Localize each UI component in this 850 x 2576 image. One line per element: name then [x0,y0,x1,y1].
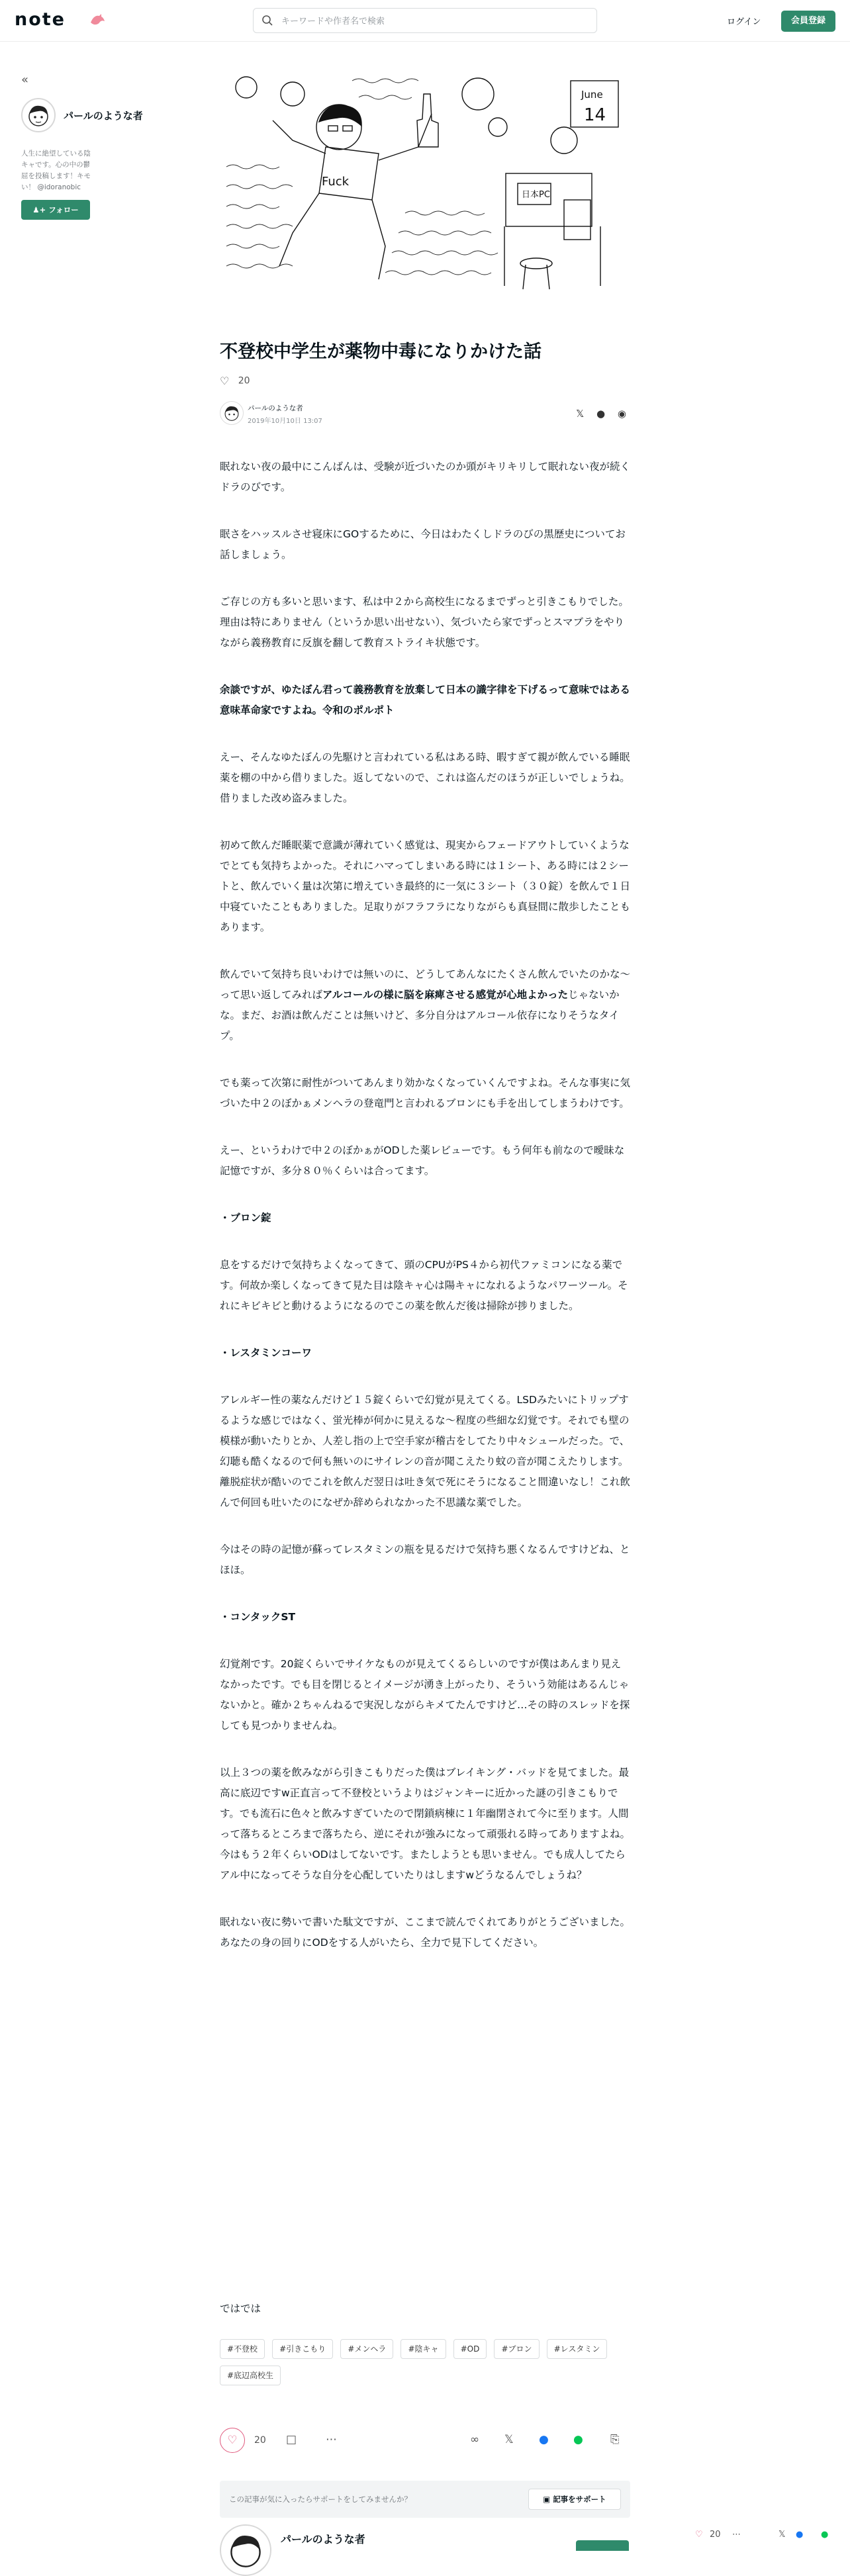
support-button[interactable] [528,2489,621,2510]
paragraph-mixed [220,964,630,1046]
calendar-day: 14 [584,105,606,125]
author-name[interactable]: パールのような者 [248,404,303,412]
bold-segment: アルコールの様に脳を麻痺させる感覚が心地よかった [322,989,569,1001]
paragraph: ご存じの方も多いと思います、私は中２から高校生になるまでずっと引きこもりでした。理由は特にありません（というか思い出せない）、気づいたら家でずっとスマブラをやりながら義務教育に反旗を翻して教育ストライキ状態です。 [220,596,629,649]
link-copy-icon[interactable]: ∞ [470,2433,480,2446]
tag[interactable]: #レスタミン [547,2339,608,2359]
line-share-icon[interactable]: ● [573,2433,583,2446]
more-options-icon[interactable]: ⋯ [732,2530,741,2540]
facebook-share-icon[interactable]: ● [596,408,606,420]
section-heading: ・コンタックST [220,1611,296,1623]
search-box[interactable] [253,8,597,33]
search-icon [261,15,273,26]
facebook-share-icon[interactable]: ● [539,2433,549,2446]
tag[interactable]: #メンヘラ [340,2339,393,2359]
paragraph: でも薬って次第に耐性がついてあんまり効かなくなっていくんですよね。そんな事実に気づいた中２のぼかぁメンヘラの登竜門と言われるブロンにも手を出してしまうわけです。 [220,1077,631,1109]
like-summary[interactable] [220,375,250,387]
text-segment: 飲んでいて気持ち良いわけでは無いのに、どうしてあんなにたくさん飲んでいたのかな〜って思い返してみれば [220,968,631,1001]
paragraph: 息をするだけで気持ちよくなってきて、頭のCPUがPS４から初代ファミコンになる薬です。何故か楽しくなってきて見た目は陰キャ心は陽キャになれるようなパワーツール。それにキビキビと動けるようになるのでこの薬を飲んだ後は掃除が捗りました。 [220,1259,628,1312]
x-share-icon[interactable]: 𝕏 [576,408,585,420]
tag[interactable]: #引きこもり [272,2339,333,2359]
paragraph: えー、というわけで中２のぼかぁがODした薬レビューです。もう何年も前なので曖昧な記憶ですが、多分８０％くらいは合ってます。 [220,1144,625,1177]
support-button-label: 記事をサポート [553,2495,606,2504]
line-share-icon[interactable]: ● [821,2530,829,2540]
bottom-author-name[interactable]: パールのような者 [281,2533,365,2546]
line-share-icon[interactable]: ◉ [617,408,626,420]
facebook-share-icon[interactable]: ● [796,2530,804,2540]
avatar[interactable] [21,98,56,132]
author-row [220,401,630,428]
follow-button[interactable] [21,200,90,220]
follow-label: フォロー [48,205,79,214]
tag[interactable]: #陰キャ [401,2339,446,2359]
article-body [220,457,630,1980]
sidebar-bio: 人生に絶望している陰キャです。心の中の鬱屈を投稿します！キモい！ @idoranobic [21,150,91,191]
avatar-drawing-icon [220,402,243,424]
tag[interactable]: #ブロン [494,2339,539,2359]
tag-list [220,2339,630,2392]
paragraph: えー、そんなゆたぼんの先駆けと言われている私はある時、暇すぎて親が飲んでいる睡眠薬を棚の中から借りました。返してないので、これは盗んだのほうが正しいでしょうね。借りました改め盗みました。 [220,751,630,804]
like-count: 20 [710,2530,721,2540]
more-options-icon[interactable]: ⋯ [326,2433,337,2446]
shirt-text: Fuck [322,175,350,189]
paragraph: 眠れない夜の最中にこんばんは、受験が近づいたのか頭がキリキリして眠れない夜が続くドラのびです。 [220,461,631,493]
paragraph: アレルギー性の薬なんだけど１５錠くらいで幻覚が見えてくる。LSDみたいにトリップするような感じではなく、蛍光棒が何かに見えるな〜程度の些細な幻覚です。それでも壁の模様が動いたりとか、人差し指の上で空手家が稽古をしてたり中々シュールだった。で、幻聴も酷くなるので何も無いのにサイレンの音が聞こえたり蚊の音が聞こえたりします。離脱症状が酷いのでこれを飲んだ翌日は吐き気で死にそうになること間違いなし！これ飲んで何回も吐いたのになぜか辞められなかった不思議な薬でした。 [220,1394,631,1508]
tag[interactable]: #不登校 [220,2339,265,2359]
avatar[interactable] [220,2524,271,2576]
paragraph: 初めて飲んだ睡眠薬で意識が薄れていく感覚は、現実からフェードアウトしていくようなでとても気持ちよかった。それにハマってしまいある時には１シート、ある時には２シートと、飲んでいく量は次第に増えていき最終的に一気に３シート（３０錠）を飲んで１日中寝ていたこともありました。足取りがフラフラになりながらも真昼間に散歩したこともあります。 [220,839,631,933]
support-prompt: この記事が気に入ったらサポートをしてみませんか？ [229,2495,412,2504]
paragraph: 以上３つの薬を飲みながら引きこもりだった僕はブレイキング・バッドを見てました。最高に底辺ですw正直言って不登校というよりはジャンキーに近かった謎の引きこもりです。でも流石に色々と飲みすぎていたので閉鎖病棟に１年幽閉されて今に至ります。人間って落ちるところまで落ちたら、逆にそれが強みになって頑張れる時ってありますよね。今はもう２年くらいODはしてないです。またしようとも思いません。でも成人してたらアル中になってそうな自分を心配していたりはしますwどうなるんでしょうね？ [220,1767,631,1881]
like-count: 20 [254,2435,266,2446]
x-share-icon[interactable]: 𝕏 [504,2433,514,2446]
calendar-month: June [581,89,603,101]
bold-paragraph: 余談ですが、ゆたぼん君って義務教育を放棄して日本の識字律を下げるって意味ではある意味革命家ですよね。令和のポルポト [220,684,631,716]
closing-line: ではでは [220,2303,261,2315]
avatar-drawing-icon [23,99,54,131]
text-segment: じゃないかな。まだ、お酒は飲んだことは無いけど、多分自分はアルコール依存になりそうなタイプ。 [220,989,620,1042]
section-heading: ・ブロン錠 [220,1212,271,1224]
search-input[interactable] [280,9,594,34]
like-count: 20 [238,375,250,387]
paragraph: 眠さをハッスルさせ寝床にGOするために、今日はわたくしドラのびの黒歴史についてお話しましょう。 [220,528,626,561]
note-logo[interactable]: note [15,9,66,30]
tag[interactable]: #OD [453,2339,487,2359]
signup-button[interactable]: 会員登録 [781,11,835,32]
monitor-text: 日本PC [522,190,550,200]
gift-icon: ▣ [543,2495,551,2504]
publish-date: 2019年10月10日 13:07 [248,418,322,425]
article-title: 不登校中学生が薬物中毒になりかけた話 [220,342,542,362]
like-button[interactable]: ♡ [220,2428,245,2453]
support-box [220,2481,630,2518]
author-avatar[interactable] [220,401,244,425]
comment-icon[interactable]: □ [286,2433,297,2446]
fox-mark-icon [89,13,106,26]
avatar-drawing-icon [221,2526,270,2575]
embed-icon[interactable]: ⎘ [610,2433,620,2446]
paragraph: 幻覚剤です。20錠くらいでサイケなものが見えてくるらしいのですが僕はあんまり見えなかったです。でも目を閉じるとイメージが湧き上がったり、そういう効能はあるんじゃないかと。確か２ちゃんねるで実況しながらキメてたんですけど…その時のスレッドを探しても見つかりませんね。 [220,1658,630,1731]
x-share-icon[interactable]: 𝕏 [779,2530,786,2540]
bottom-author-card [220,2523,630,2550]
tag[interactable]: #底辺高校生 [220,2366,281,2385]
collapse-sidebar-icon[interactable]: « [21,73,29,87]
paragraph: 眠れない夜に勢いで書いた駄文ですが、ここまで読んでくれてありがとうございました。あなたの身の回りにODをする人がいたら、全力で見下してください。 [220,1916,631,1949]
share-buttons-top [567,408,626,420]
hero-illustration [220,68,630,293]
heart-icon: ♡ [220,375,230,387]
sidebar-author-name[interactable]: パールのような者 [64,110,143,122]
login-link[interactable]: ログイン [727,17,761,27]
paragraph: 今はその時の記憶が蘇ってレスタミンの瓶を見るだけで気持ち悪くなるんですけどね、とほほ。 [220,1543,630,1576]
add-user-icon: ♟+ [32,205,46,214]
article-action-bar [220,2428,630,2454]
section-heading: ・レスタミンコーワ [220,1347,312,1359]
site-header [0,0,850,42]
heart-icon[interactable]: ♡ [695,2530,703,2540]
